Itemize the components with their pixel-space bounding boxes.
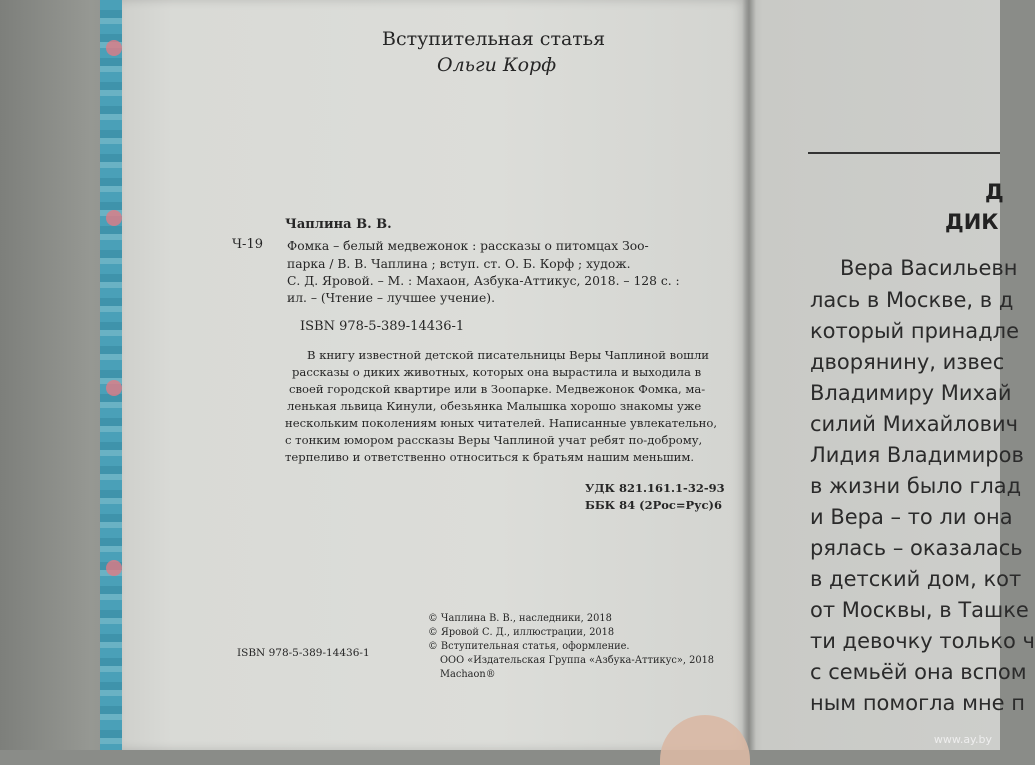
annotation-line: нескольким поколениям юных читателей. Написанные увлекательно,	[285, 416, 718, 430]
copyright-line: © Вступительная статья, оформление.	[428, 641, 630, 652]
chapter-heading: ДИК	[945, 210, 999, 234]
flower-dot	[106, 380, 122, 396]
catalog-line: Фомка – белый медвежонок : рассказы о питомцах Зоо-	[287, 239, 649, 253]
text-line: лась в Москве, в д	[810, 288, 1014, 312]
chapter-rule	[808, 152, 1000, 154]
text-line: от Москвы, в Ташке	[810, 598, 1029, 622]
flower-dot	[106, 40, 122, 56]
copyright-line: © Яровой С. Д., иллюстрации, 2018	[428, 627, 615, 638]
annotation-line: терпеливо и ответственно относиться к братьям нашим меньшим.	[285, 450, 695, 464]
catalog-author: Чаплина В. В.	[285, 217, 392, 232]
text-line: рялась – оказалась	[810, 536, 1023, 560]
flower-dot	[106, 560, 122, 576]
text-line: в жизни было глад	[810, 474, 1022, 498]
catalog-line: парка / В. В. Чаплина ; вступ. ст. О. Б. Корф ; худож.	[287, 257, 631, 271]
bbk-code: ББК 84 (2Рос=Рус)6	[585, 498, 722, 512]
annotation-line: рассказы о диких животных, которых она вырастила и выходила в	[292, 365, 702, 379]
catalog-line: С. Д. Яровой. – М. : Махаон, Азбука-Аттикус, 2018. – 128 с. :	[287, 274, 680, 288]
annotation-line: В книгу известной детской писательницы Веры Чаплиной вошли	[307, 348, 710, 362]
annotation-line: своей городской квартире или в Зоопарке. Медвежонок Фомка, ма-	[289, 382, 706, 396]
catalog-index: Ч-19	[232, 237, 263, 252]
copyright-line: Machaon®	[440, 669, 496, 680]
text-line: дворянину, извес	[810, 350, 1005, 374]
catalog-isbn: ISBN 978-5-389-14436-1	[300, 319, 465, 334]
flower-dot	[106, 210, 122, 226]
bottom-isbn: ISBN 978-5-389-14436-1	[237, 647, 370, 659]
text-line: с семьёй она вспом	[810, 660, 1027, 684]
chapter-heading: Д	[985, 180, 1004, 204]
annotation-line: с тонким юмором рассказы Веры Чаплиной учат ребят по-доброму,	[285, 433, 703, 447]
text-line: Лидия Владимиров	[810, 443, 1024, 467]
text-line: ным помогла мне п	[810, 691, 1025, 715]
text-line: Владимиру Михай	[810, 381, 1012, 405]
text-line: ти девочку только ч	[810, 629, 1035, 653]
text-line: силий Михайлович	[810, 412, 1019, 436]
text-line: Вера Васильевн	[840, 256, 1018, 280]
page-title: Вступительная статья	[382, 28, 606, 50]
text-line: в детский дом, кот	[810, 567, 1022, 591]
text-line: который принадле	[810, 319, 1020, 343]
catalog-line: ил. – (Чтение – лучшее учение).	[287, 291, 495, 305]
copyright-line: ООО «Издательская Группа «Азбука-Аттикус», 2018	[440, 655, 715, 666]
book-gutter	[742, 0, 756, 750]
watermark: www.ay.by	[933, 733, 992, 746]
annotation-line: ленькая львица Кинули, обезьянка Малышка хорошо знакомы уже	[287, 399, 702, 413]
text-line: и Вера – то ли она	[810, 505, 1013, 529]
intro-author: Ольги Корф	[437, 54, 557, 76]
udk-code: УДК 821.161.1-32-93	[585, 481, 725, 495]
copyright-line: © Чаплина В. В., наследники, 2018	[428, 613, 612, 624]
